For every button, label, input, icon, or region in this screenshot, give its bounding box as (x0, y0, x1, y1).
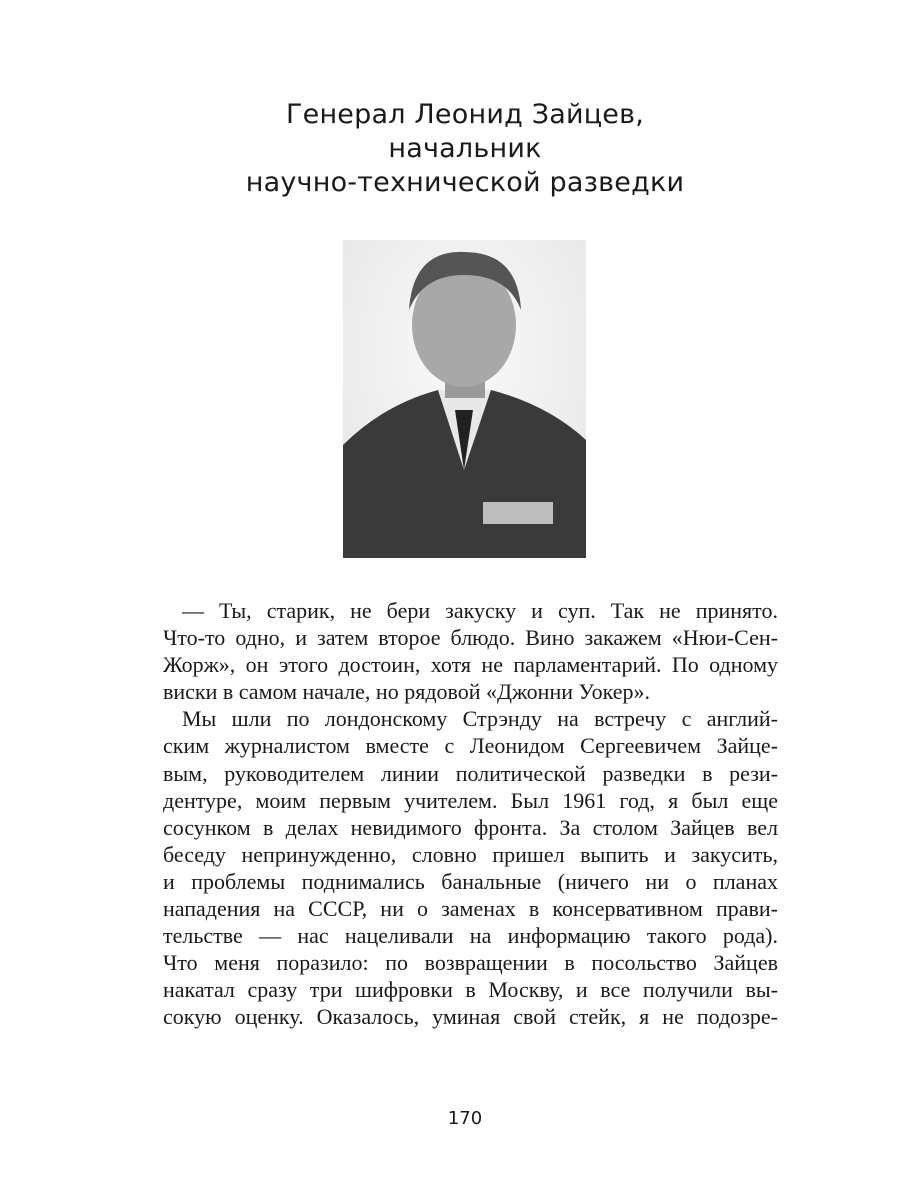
text-line: Мы шли по лондонскому Стрэнду на встречу с англий- (182, 706, 778, 732)
body-text (163, 597, 778, 1031)
text-line: накатал сразу три шифровки в Москву, и все получили вы- (163, 977, 778, 1003)
text-line: дентуре, моим первым учителем. Был 1961 год, я был еще (163, 787, 778, 813)
text-line: ским журналистом вместе с Леонидом Сергеевичем Зайце- (163, 733, 778, 759)
photo-caption (0, 98, 900, 200)
page-number: 170 (447, 1108, 483, 1129)
text-line: сокую оценку. Оказалось, уминая свой стейк, я не подозре- (163, 1004, 778, 1030)
text-line: сосунком в делах невидимого фронта. За столом Зайцев вел (163, 814, 778, 840)
text-line: беседу непринужденно, словно пришел выпить и закусить, (163, 841, 778, 867)
caption-line: Генерал Леонид Зайцев, (285, 99, 645, 130)
text-line: Что-то одно, и затем второе блюдо. Вино закажем «Нюи-Сен- (163, 625, 778, 651)
text-line: и проблемы поднимались банальные (ничего ни о планах (163, 868, 778, 894)
text-line: виски в самом начале, но рядовой «Джонни Уокер». (163, 679, 650, 705)
portrait-photo (343, 240, 586, 558)
caption-line: научно-технической разведки (245, 167, 685, 198)
text-line: вым, руководителем линии политической разведки в рези- (163, 760, 778, 786)
text-line: — Ты, старик, не бери закуску и суп. Так не принято. (182, 598, 778, 623)
text-line: нападения на СССР, ни о заменах в консервативном прави- (163, 896, 778, 922)
caption-line: начальник (388, 133, 542, 164)
text-line: Что меня поразило: по возвращении в посольство Зайцев (163, 950, 778, 976)
text-line: тельстве — нас нацеливали на информацию такого рода). (163, 923, 778, 949)
text-line: Жорж», он этого достоин, хотя не парламентарий. По одному (163, 652, 778, 678)
